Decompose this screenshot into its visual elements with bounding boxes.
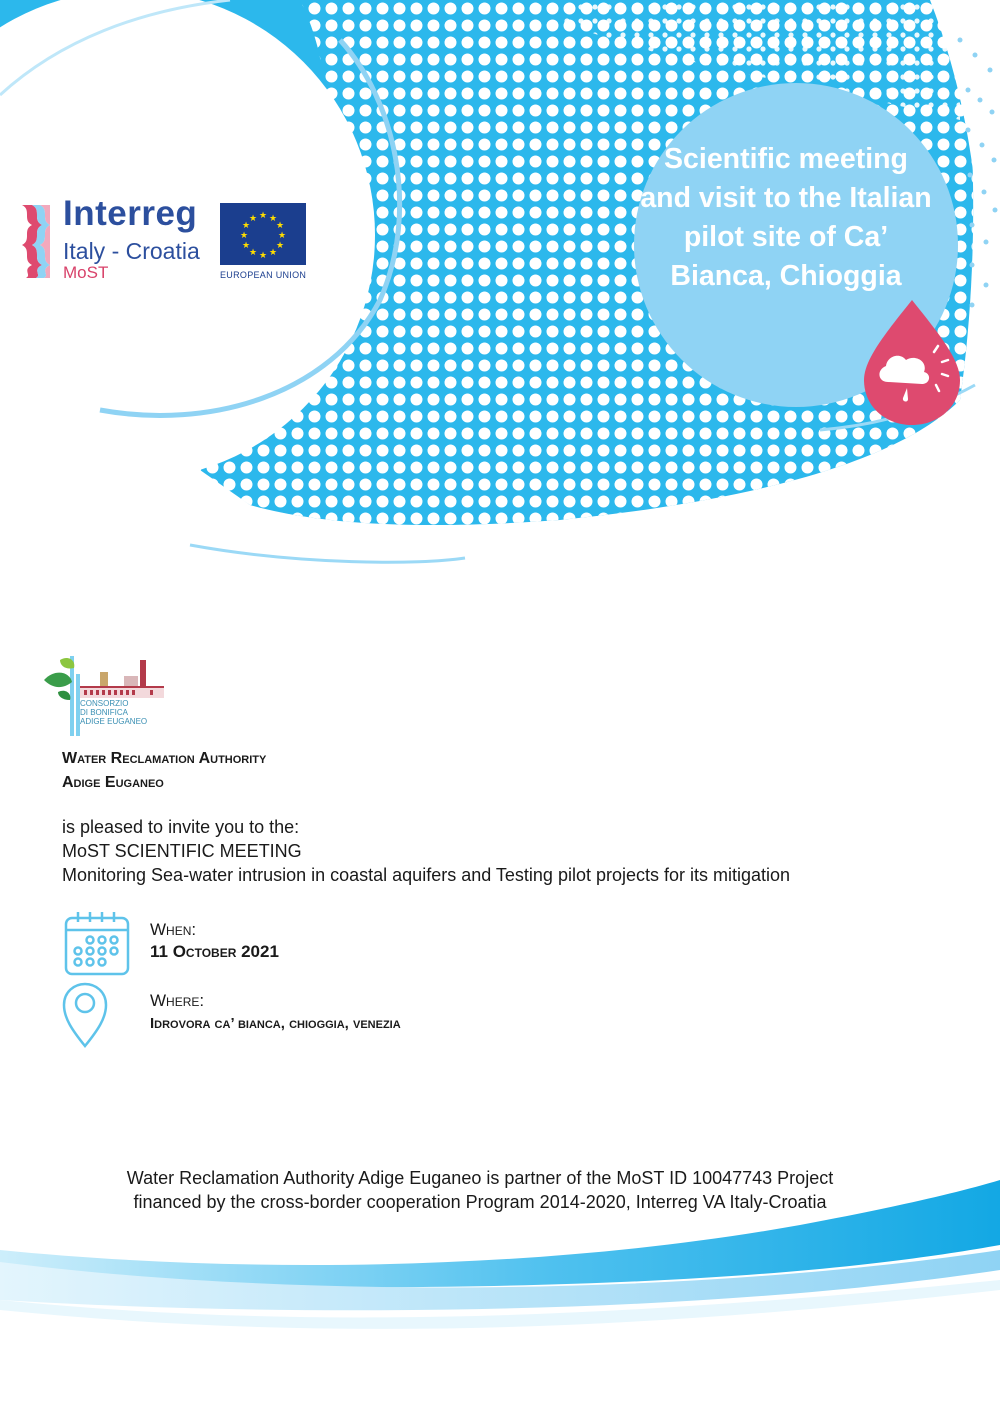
svg-text:★: ★: [275, 241, 285, 251]
footer-line-1: Water Reclamation Authority Adige Euganeo is partner of the MoST ID 10047743 Project: [126, 1168, 834, 1188]
svg-text:★: ★: [241, 221, 251, 231]
consorzio-line-1: CONSORZIO: [80, 699, 129, 708]
organizer-name: [62, 747, 266, 795]
interreg-logo-region: Italy - Croatia: [63, 238, 200, 264]
where-label: Where:: [150, 991, 205, 1010]
consorzio-line-2: DI BONIFICA: [80, 708, 129, 717]
footer-line-2: financed by the cross-border cooperation Program 2014-2020, Interreg VA Italy-Croatia: [133, 1192, 827, 1212]
svg-text:★: ★: [275, 221, 285, 231]
svg-text:★: ★: [248, 248, 258, 258]
where-value: Idrovora ca’ bianca, chioggia, venezia: [150, 1015, 401, 1032]
interreg-logo-project: MoST: [63, 263, 109, 282]
consorzio-logo-text: [80, 699, 147, 726]
page-title: Scientific meeting and visit to the Italian pilot site of Ca’ Bianca, Chioggia: [640, 143, 932, 292]
svg-text:★: ★: [268, 248, 278, 258]
svg-text:★: ★: [258, 251, 268, 261]
when-label: When:: [150, 920, 197, 939]
svg-text:★: ★: [248, 214, 258, 224]
eu-flag-icon: [220, 203, 306, 265]
consorzio-line-3: ADIGE EUGANEO: [80, 717, 148, 726]
event-topic: Monitoring Sea-water intrusion in coastal aquifers and Testing pilot projects for its mitigation: [62, 865, 791, 885]
svg-text:★: ★: [241, 241, 251, 251]
invitation-text: [62, 815, 790, 887]
organizer-line-2: Adige Euganeo: [62, 774, 164, 791]
organizer-line-1: Water Reclamation Authority: [62, 750, 267, 767]
svg-text:★: ★: [258, 211, 268, 221]
eu-label: EUROPEAN UNION: [220, 270, 307, 280]
footer-note: [40, 1166, 920, 1214]
svg-text:★: ★: [239, 231, 249, 241]
event-name: MoST SCIENTIFIC MEETING: [62, 841, 302, 861]
svg-text:★: ★: [277, 231, 287, 241]
svg-text:★: ★: [268, 214, 278, 224]
when-value: 11 October 2021: [150, 942, 279, 961]
calendar-icon: [66, 912, 128, 974]
location-pin-icon: [64, 984, 106, 1046]
invitation-intro: is pleased to invite you to the:: [62, 817, 300, 837]
interreg-logo-word: Interreg: [63, 194, 198, 233]
